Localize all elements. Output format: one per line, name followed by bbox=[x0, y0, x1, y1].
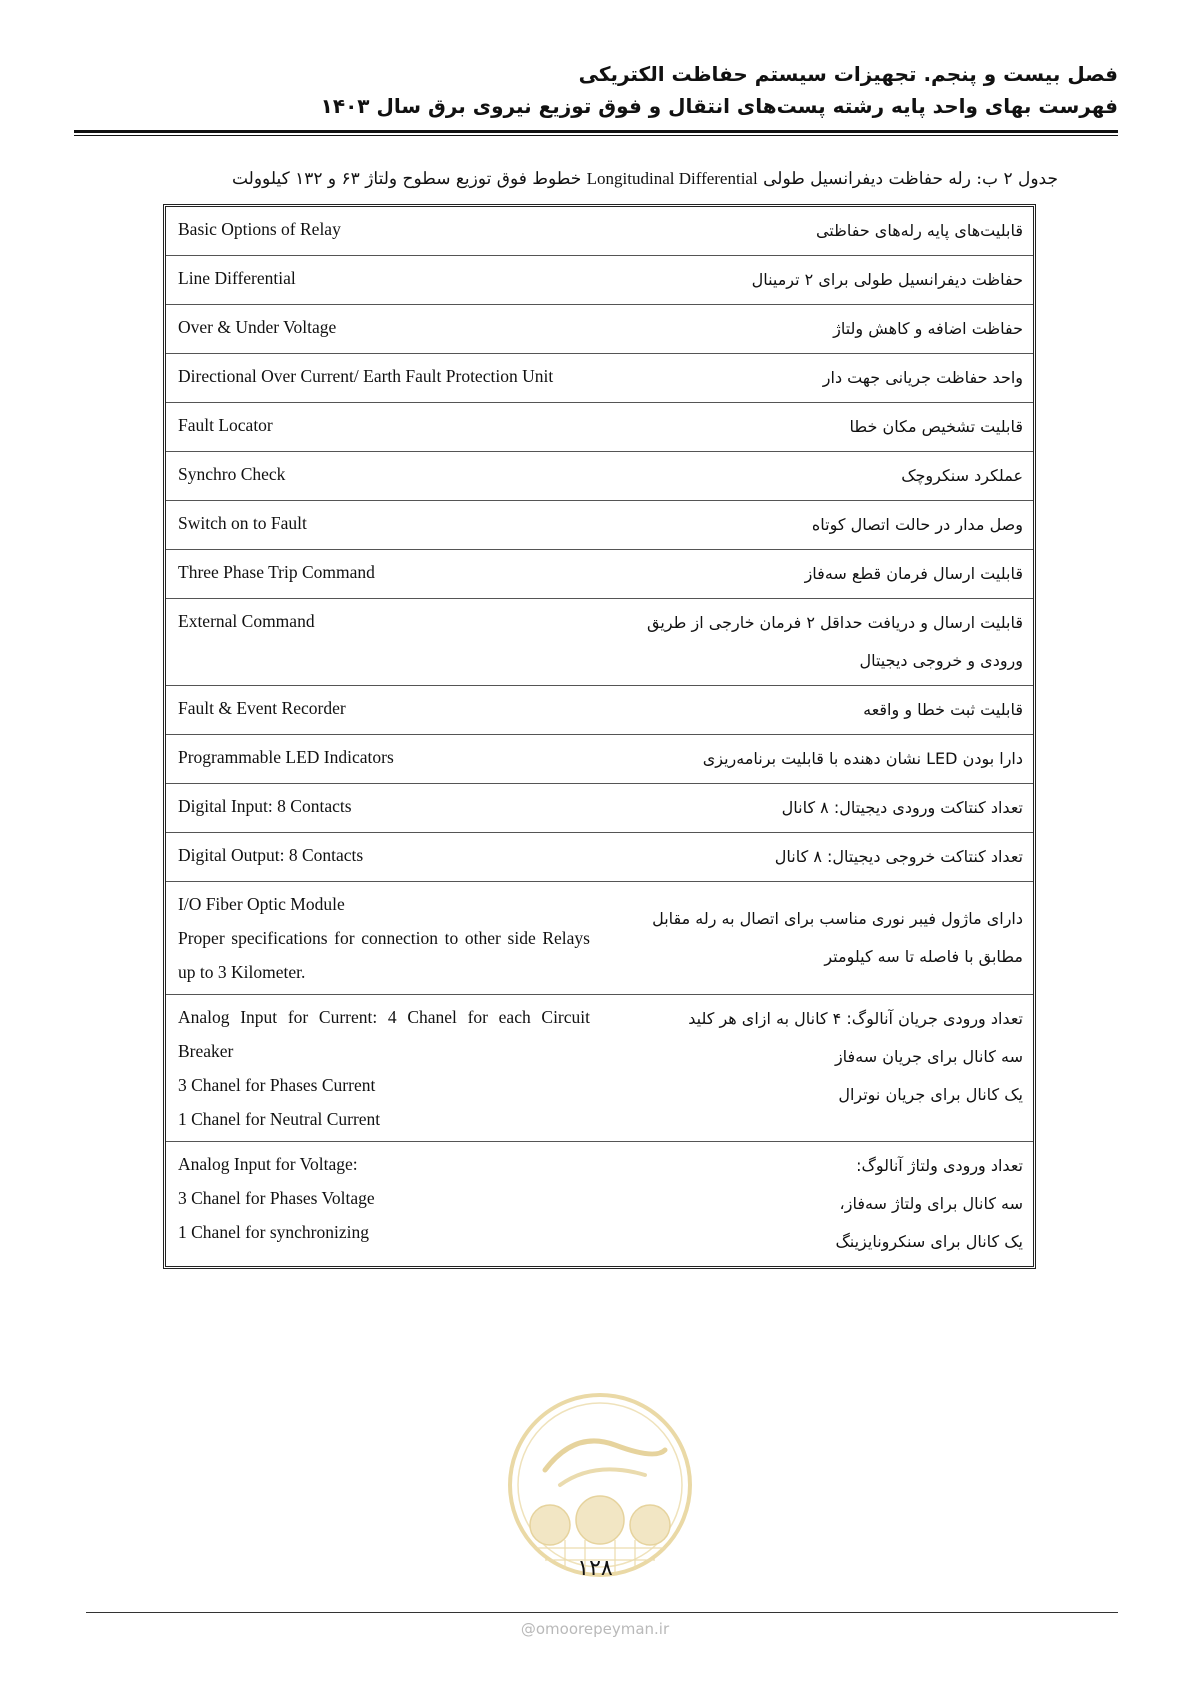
header-rule-thin bbox=[74, 135, 1118, 136]
english-cell bbox=[166, 403, 598, 451]
table-row bbox=[166, 734, 1033, 783]
english-text: Synchro Check bbox=[178, 464, 286, 484]
english-cell bbox=[166, 550, 598, 598]
english-text: I/O Fiber Optic Module bbox=[178, 894, 345, 914]
persian-cell bbox=[598, 403, 1033, 451]
persian-text: عملکرد سنکروچک bbox=[901, 466, 1023, 485]
caption-suffix: خطوط فوق توزیع سطوح ولتاژ ۶۳ و ۱۳۲ کیلوولت bbox=[231, 169, 582, 189]
english-cell bbox=[166, 354, 598, 402]
english-cell bbox=[166, 686, 598, 734]
persian-cell bbox=[598, 833, 1033, 881]
persian-cell bbox=[598, 354, 1033, 402]
english-text: Three Phase Trip Command bbox=[178, 562, 375, 582]
chapter-title: فصل بیست و پنجم. تجهیزات سیستم حفاظت الکتریکی bbox=[578, 62, 1118, 86]
persian-text: تعداد کنتاکت خروجی دیجیتال: ۸ کانال bbox=[774, 847, 1023, 866]
persian-cell bbox=[598, 501, 1033, 549]
persian-text: یک کانال برای سنکرونایزینگ bbox=[835, 1232, 1023, 1251]
persian-cell bbox=[598, 686, 1033, 734]
persian-text: تعداد ورودی جریان آنالوگ: ۴ کانال به ازای هر کلید bbox=[688, 1009, 1023, 1028]
english-text: Directional Over Current/ Earth Fault Protection Unit bbox=[178, 366, 554, 386]
table-row bbox=[166, 685, 1033, 734]
persian-text: قابلیت‌های پایه رله‌های حفاظتی bbox=[815, 221, 1023, 240]
english-text: Analog Input for Current: 4 Chanel for each Circuit Breaker bbox=[178, 1007, 590, 1061]
table-row bbox=[166, 881, 1033, 994]
english-cell bbox=[166, 305, 598, 353]
persian-text: سه کانال برای جریان سه‌فاز bbox=[834, 1047, 1023, 1066]
english-text: Proper specifications for connection to other side Relays up to 3 Kilometer. bbox=[178, 928, 590, 982]
persian-text: قابلیت تشخیص مکان خطا bbox=[849, 417, 1023, 436]
persian-text: دارای ماژول فیبر نوری مناسب برای اتصال به رله مقابل مطابق با فاصله تا سه کیلومتر bbox=[652, 909, 1023, 966]
persian-text: وصل مدار در حالت اتصال کوتاه bbox=[811, 515, 1023, 534]
persian-cell bbox=[598, 784, 1033, 832]
english-text: Over & Under Voltage bbox=[178, 317, 337, 337]
persian-cell bbox=[598, 882, 1033, 994]
caption-prefix: جدول ۲ ب: رله حفاظت دیفرانسیل طولی bbox=[763, 169, 1058, 189]
header-rule-thick bbox=[74, 130, 1118, 133]
english-cell bbox=[166, 882, 598, 994]
persian-cell bbox=[598, 305, 1033, 353]
english-cell bbox=[166, 256, 598, 304]
persian-text: حفاظت اضافه و کاهش ولتاژ bbox=[833, 319, 1023, 338]
persian-cell bbox=[598, 1142, 1033, 1266]
english-cell bbox=[166, 833, 598, 881]
english-text: 1 Chanel for synchronizing bbox=[178, 1222, 369, 1242]
table-row bbox=[166, 402, 1033, 451]
table-row bbox=[166, 1141, 1033, 1266]
persian-text: قابلیت ثبت خطا و واقعه bbox=[863, 700, 1023, 719]
persian-text: دارا بودن LED نشان دهنده با قابلیت برنامه‌ریزی bbox=[702, 749, 1023, 768]
table-row bbox=[166, 500, 1033, 549]
persian-cell bbox=[598, 452, 1033, 500]
english-text: Analog Input for Voltage: bbox=[178, 1154, 358, 1174]
persian-text: حفاظت دیفرانسیل طولی برای ۲ ترمینال bbox=[751, 270, 1023, 289]
table-row bbox=[166, 832, 1033, 881]
watermark-logo bbox=[505, 1390, 695, 1580]
english-text: 3 Chanel for Phases Current bbox=[178, 1075, 376, 1095]
persian-cell bbox=[598, 256, 1033, 304]
persian-text: قابلیت ارسال و دریافت حداقل ۲ فرمان خارجی از طریق ورودی و خروجی دیجیتال bbox=[647, 613, 1023, 670]
english-cell bbox=[166, 207, 598, 255]
table-caption bbox=[140, 166, 1058, 192]
price-list-title: فهرست بهای واحد پایه رشته پست‌های انتقال و فوق توزیع نیروی برق سال ۱۴۰۳ bbox=[320, 94, 1118, 118]
english-text: Digital Input: 8 Contacts bbox=[178, 796, 352, 816]
persian-text: واحد حفاظت جریانی جهت دار bbox=[822, 368, 1023, 387]
persian-text: یک کانال برای جریان نوترال bbox=[838, 1085, 1023, 1104]
table-row bbox=[166, 783, 1033, 832]
table-row bbox=[166, 207, 1033, 255]
english-text: 1 Chanel for Neutral Current bbox=[178, 1109, 381, 1129]
watermark-text: @omoorepeyman.ir bbox=[520, 1620, 670, 1638]
persian-cell bbox=[598, 995, 1033, 1141]
english-cell bbox=[166, 995, 598, 1141]
english-text: Fault Locator bbox=[178, 415, 273, 435]
table-row bbox=[166, 598, 1033, 685]
english-cell bbox=[166, 452, 598, 500]
persian-cell bbox=[598, 550, 1033, 598]
table-row bbox=[166, 549, 1033, 598]
caption-english: Longitudinal Differential bbox=[586, 169, 758, 188]
table-row bbox=[166, 451, 1033, 500]
page-number: ۱۲۸ bbox=[577, 1556, 613, 1581]
table-row bbox=[166, 353, 1033, 402]
english-text: Basic Options of Relay bbox=[178, 219, 341, 239]
persian-text: سه کانال برای ولتاژ سه‌فاز، bbox=[839, 1194, 1023, 1213]
persian-text: تعداد ورودی ولتاژ آنالوگ: bbox=[856, 1156, 1023, 1175]
english-cell bbox=[166, 735, 598, 783]
english-text: Switch on to Fault bbox=[178, 513, 307, 533]
table-row bbox=[166, 994, 1033, 1141]
persian-text: قابلیت ارسال فرمان قطع سه‌فاز bbox=[804, 564, 1023, 583]
page-header bbox=[74, 58, 1118, 122]
english-cell bbox=[166, 599, 598, 685]
english-cell bbox=[166, 1142, 598, 1266]
relay-options-table bbox=[163, 204, 1036, 1269]
persian-cell bbox=[598, 207, 1033, 255]
footer-rule bbox=[86, 1612, 1118, 1613]
english-text: 3 Chanel for Phases Voltage bbox=[178, 1188, 375, 1208]
english-text: Digital Output: 8 Contacts bbox=[178, 845, 364, 865]
english-text: Programmable LED Indicators bbox=[178, 747, 394, 767]
english-text: Fault & Event Recorder bbox=[178, 698, 346, 718]
persian-cell bbox=[598, 735, 1033, 783]
english-cell bbox=[166, 784, 598, 832]
english-cell bbox=[166, 501, 598, 549]
persian-text: تعداد کنتاکت ورودی دیجیتال: ۸ کانال bbox=[781, 798, 1023, 817]
english-text: External Command bbox=[178, 611, 315, 631]
english-text: Line Differential bbox=[178, 268, 296, 288]
table-row bbox=[166, 255, 1033, 304]
table-row bbox=[166, 304, 1033, 353]
persian-cell bbox=[598, 599, 1033, 685]
